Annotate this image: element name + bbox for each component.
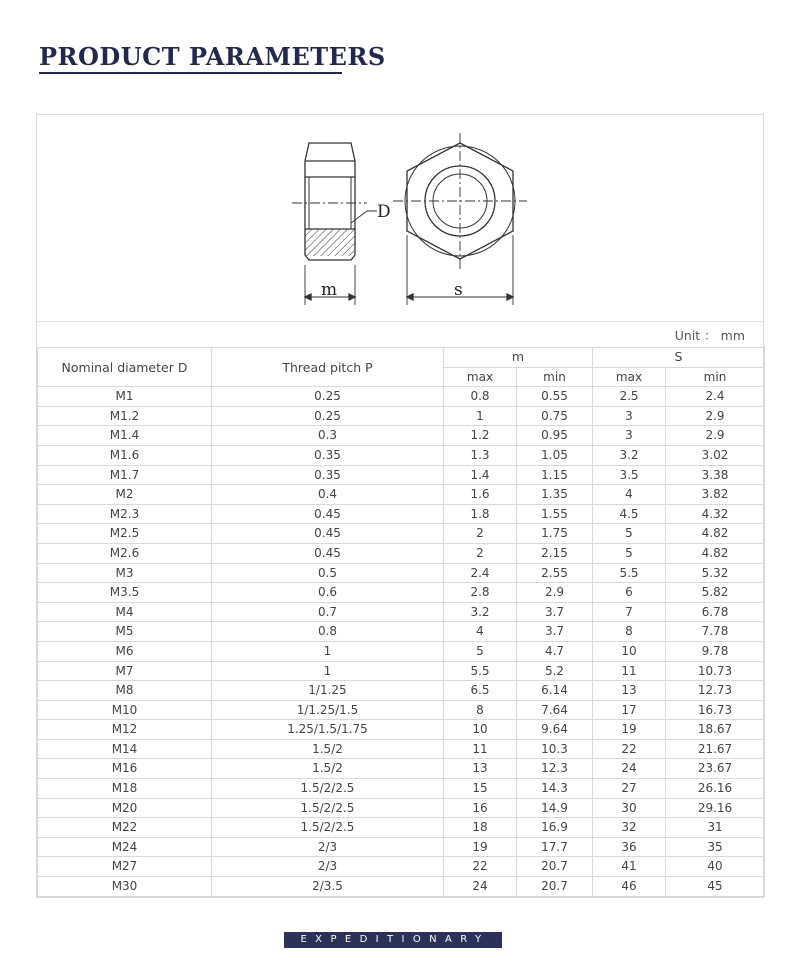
cell-s-max: 8 [593, 622, 666, 642]
cell-m-max: 2 [444, 524, 517, 544]
cell-nominal: M8 [38, 681, 212, 701]
cell-nominal: M1 [38, 387, 212, 407]
cell-pitch: 0.35 [212, 445, 444, 465]
cell-s-min: 21.67 [666, 739, 765, 759]
cell-s-min: 23.67 [666, 759, 765, 779]
cell-m-min: 0.75 [517, 406, 593, 426]
cell-m-min: 0.95 [517, 426, 593, 446]
diameter-label: D [377, 202, 391, 222]
cell-nominal: M3.5 [38, 583, 212, 603]
cell-nominal: M2.6 [38, 543, 212, 563]
cell-m-max: 5 [444, 641, 517, 661]
cell-nominal: M27 [38, 857, 212, 877]
cell-pitch: 0.25 [212, 387, 444, 407]
table-row [38, 700, 765, 720]
cell-s-max: 10 [593, 641, 666, 661]
parameter-table [37, 347, 765, 897]
table-row [38, 641, 765, 661]
cell-pitch: 0.35 [212, 465, 444, 485]
cell-nominal: M18 [38, 779, 212, 799]
width-label: s [454, 280, 463, 300]
cell-m-max: 18 [444, 818, 517, 838]
cell-s-min: 4.82 [666, 543, 765, 563]
table-row [38, 563, 765, 583]
cell-s-max: 24 [593, 759, 666, 779]
header-nominal-diameter: Nominal diameter D [38, 348, 212, 387]
cell-nominal: M10 [38, 700, 212, 720]
cell-m-min: 1.55 [517, 504, 593, 524]
table-row [38, 857, 765, 877]
cell-m-min: 1.35 [517, 485, 593, 505]
cell-m-min: 3.7 [517, 602, 593, 622]
cell-s-max: 30 [593, 798, 666, 818]
table-row [38, 524, 765, 544]
cell-s-max: 11 [593, 661, 666, 681]
cell-s-min: 2.4 [666, 387, 765, 407]
cell-m-min: 20.7 [517, 877, 593, 897]
cell-s-max: 27 [593, 779, 666, 799]
cell-m-min: 1.75 [517, 524, 593, 544]
cell-pitch: 0.6 [212, 583, 444, 603]
cell-m-min: 17.7 [517, 837, 593, 857]
cell-m-min: 12.3 [517, 759, 593, 779]
cell-s-min: 26.16 [666, 779, 765, 799]
cell-m-min: 20.7 [517, 857, 593, 877]
table-row [38, 465, 765, 485]
cell-nominal: M16 [38, 759, 212, 779]
cell-m-max: 1.2 [444, 426, 517, 446]
cell-m-min: 0.55 [517, 387, 593, 407]
header-m-min: min [517, 367, 593, 387]
table-row [38, 818, 765, 838]
cell-s-max: 41 [593, 857, 666, 877]
cell-s-min: 10.73 [666, 661, 765, 681]
cell-s-min: 18.67 [666, 720, 765, 740]
cell-pitch: 2/3 [212, 857, 444, 877]
cell-s-max: 17 [593, 700, 666, 720]
cell-s-min: 16.73 [666, 700, 765, 720]
table-row [38, 583, 765, 603]
cell-s-min: 35 [666, 837, 765, 857]
cell-m-min: 9.64 [517, 720, 593, 740]
cell-pitch: 1/1.25/1.5 [212, 700, 444, 720]
cell-s-max: 5.5 [593, 563, 666, 583]
cell-s-max: 22 [593, 739, 666, 759]
cell-m-max: 8 [444, 700, 517, 720]
cell-s-min: 31 [666, 818, 765, 838]
cell-s-max: 19 [593, 720, 666, 740]
cell-s-min: 12.73 [666, 681, 765, 701]
cell-m-max: 1.8 [444, 504, 517, 524]
cell-s-max: 46 [593, 877, 666, 897]
cell-m-max: 16 [444, 798, 517, 818]
cell-s-max: 2.5 [593, 387, 666, 407]
header-s-max: max [593, 367, 666, 387]
cell-pitch: 1.5/2/2.5 [212, 818, 444, 838]
cell-s-min: 40 [666, 857, 765, 877]
cell-s-max: 3 [593, 426, 666, 446]
cell-s-min: 5.32 [666, 563, 765, 583]
table-row [38, 837, 765, 857]
cell-pitch: 2/3 [212, 837, 444, 857]
table-row [38, 602, 765, 622]
cell-pitch: 0.25 [212, 406, 444, 426]
cell-m-max: 10 [444, 720, 517, 740]
cell-m-max: 4 [444, 622, 517, 642]
cell-m-max: 1.6 [444, 485, 517, 505]
cell-nominal: M5 [38, 622, 212, 642]
cell-pitch: 1.5/2 [212, 739, 444, 759]
cell-pitch: 0.45 [212, 543, 444, 563]
cell-s-max: 3.5 [593, 465, 666, 485]
cell-m-min: 14.3 [517, 779, 593, 799]
cell-s-max: 5 [593, 524, 666, 544]
cell-s-max: 6 [593, 583, 666, 603]
table-row [38, 877, 765, 897]
cell-m-min: 7.64 [517, 700, 593, 720]
table-row [38, 661, 765, 681]
cell-m-min: 2.15 [517, 543, 593, 563]
cell-m-max: 19 [444, 837, 517, 857]
cell-s-min: 4.82 [666, 524, 765, 544]
cell-s-min: 6.78 [666, 602, 765, 622]
cell-m-max: 13 [444, 759, 517, 779]
cell-nominal: M1.6 [38, 445, 212, 465]
cell-nominal: M3 [38, 563, 212, 583]
table-row [38, 622, 765, 642]
table-row [38, 739, 765, 759]
cell-s-max: 5 [593, 543, 666, 563]
cell-pitch: 1.25/1.5/1.75 [212, 720, 444, 740]
cell-pitch: 0.45 [212, 504, 444, 524]
cell-m-max: 24 [444, 877, 517, 897]
cell-pitch: 1.5/2/2.5 [212, 798, 444, 818]
cell-s-min: 7.78 [666, 622, 765, 642]
cell-m-min: 16.9 [517, 818, 593, 838]
unit-label: Unit ： mm [674, 328, 745, 343]
height-label: m [321, 280, 338, 300]
cell-nominal: M1.4 [38, 426, 212, 446]
cell-m-max: 2.8 [444, 583, 517, 603]
cell-pitch: 1/1.25 [212, 681, 444, 701]
cell-m-max: 1 [444, 406, 517, 426]
cell-m-min: 1.05 [517, 445, 593, 465]
cell-m-min: 6.14 [517, 681, 593, 701]
cell-s-min: 3.38 [666, 465, 765, 485]
cell-pitch: 1.5/2 [212, 759, 444, 779]
title-underline [39, 72, 342, 74]
cell-s-min: 3.02 [666, 445, 765, 465]
cell-nominal: M2.5 [38, 524, 212, 544]
cell-nominal: M6 [38, 641, 212, 661]
cell-pitch: 0.45 [212, 524, 444, 544]
header-thread-pitch: Thread pitch P [212, 348, 444, 387]
table-row [38, 720, 765, 740]
cell-nominal: M20 [38, 798, 212, 818]
unit-row [37, 321, 763, 348]
cell-s-min: 45 [666, 877, 765, 897]
cell-m-max: 15 [444, 779, 517, 799]
cell-nominal: M12 [38, 720, 212, 740]
table-row [38, 485, 765, 505]
table-row [38, 504, 765, 524]
cell-s-min: 3.82 [666, 485, 765, 505]
cell-nominal: M4 [38, 602, 212, 622]
cell-s-min: 2.9 [666, 406, 765, 426]
cell-m-max: 1.4 [444, 465, 517, 485]
cell-m-max: 2 [444, 543, 517, 563]
cell-s-min: 9.78 [666, 641, 765, 661]
cell-m-min: 14.9 [517, 798, 593, 818]
table-row [38, 426, 765, 446]
cell-pitch: 1 [212, 641, 444, 661]
cell-s-min: 2.9 [666, 426, 765, 446]
table-row [38, 759, 765, 779]
cell-m-min: 4.7 [517, 641, 593, 661]
cell-m-min: 1.15 [517, 465, 593, 485]
cell-m-min: 2.9 [517, 583, 593, 603]
cell-m-max: 11 [444, 739, 517, 759]
table-row [38, 543, 765, 563]
cell-s-min: 4.32 [666, 504, 765, 524]
cell-m-min: 3.7 [517, 622, 593, 642]
table-row [38, 406, 765, 426]
page-title: PRODUCT PARAMETERS [39, 42, 386, 71]
cell-s-max: 7 [593, 602, 666, 622]
cell-m-min: 2.55 [517, 563, 593, 583]
cell-pitch: 0.4 [212, 485, 444, 505]
cell-nominal: M30 [38, 877, 212, 897]
cell-s-min: 29.16 [666, 798, 765, 818]
cell-m-max: 22 [444, 857, 517, 877]
table-row [38, 798, 765, 818]
cell-pitch: 0.5 [212, 563, 444, 583]
cell-m-max: 3.2 [444, 602, 517, 622]
parameter-sheet [36, 114, 764, 898]
cell-s-max: 4.5 [593, 504, 666, 524]
cell-nominal: M24 [38, 837, 212, 857]
cell-s-max: 32 [593, 818, 666, 838]
cell-s-max: 3 [593, 406, 666, 426]
cell-nominal: M14 [38, 739, 212, 759]
cell-nominal: M1.2 [38, 406, 212, 426]
cell-s-max: 13 [593, 681, 666, 701]
footer-badge: EXPEDITIONARY [284, 932, 502, 948]
cell-m-max: 1.3 [444, 445, 517, 465]
table-row [38, 445, 765, 465]
cell-pitch: 0.3 [212, 426, 444, 446]
hex-nut-diagram [37, 115, 763, 321]
table-row [38, 681, 765, 701]
header-m: m [444, 348, 593, 368]
cell-pitch: 1.5/2/2.5 [212, 779, 444, 799]
cell-m-min: 5.2 [517, 661, 593, 681]
cell-m-max: 2.4 [444, 563, 517, 583]
cell-s-min: 5.82 [666, 583, 765, 603]
cell-pitch: 2/3.5 [212, 877, 444, 897]
cell-s-max: 36 [593, 837, 666, 857]
cell-m-max: 5.5 [444, 661, 517, 681]
table-row [38, 779, 765, 799]
cell-nominal: M7 [38, 661, 212, 681]
cell-pitch: 1 [212, 661, 444, 681]
cell-nominal: M22 [38, 818, 212, 838]
cell-m-max: 0.8 [444, 387, 517, 407]
cell-m-min: 10.3 [517, 739, 593, 759]
cell-pitch: 0.7 [212, 602, 444, 622]
cell-nominal: M1.7 [38, 465, 212, 485]
header-s-min: min [666, 367, 765, 387]
cell-nominal: M2 [38, 485, 212, 505]
header-m-max: max [444, 367, 517, 387]
hex-nut-drawing [37, 115, 763, 321]
cell-nominal: M2.3 [38, 504, 212, 524]
cell-m-max: 6.5 [444, 681, 517, 701]
header-s: S [593, 348, 765, 368]
cell-pitch: 0.8 [212, 622, 444, 642]
cell-s-max: 3.2 [593, 445, 666, 465]
cell-s-max: 4 [593, 485, 666, 505]
table-body [38, 387, 765, 896]
table-row [38, 387, 765, 407]
